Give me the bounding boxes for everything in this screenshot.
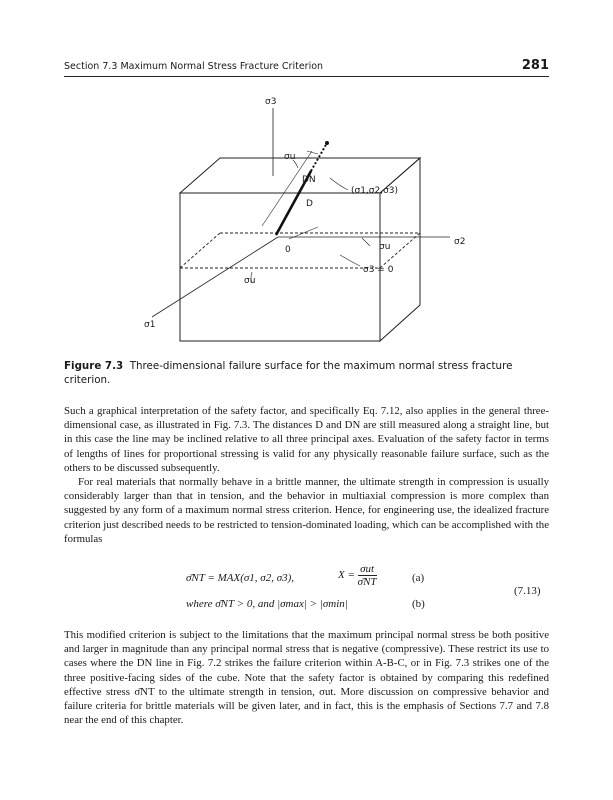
sigma3-label: σ3 (265, 97, 277, 107)
sigma2-label: σ2 (454, 237, 466, 247)
dn-dotted-extension (311, 143, 327, 171)
d-label: D (306, 199, 313, 209)
equation-b-text: where σ̄NT > 0, and |σmax| > |σmin| (186, 598, 348, 610)
equation-fraction (358, 563, 377, 588)
point-label: (σ1,σ2,σ3) (351, 186, 399, 196)
cube-front-face (180, 193, 380, 341)
paragraph-1: Such a graphical interpretation of the safety factor, and specifically Eq. 7.12, also applies in the general three-dimensional case, as illustrated in Fig. 7.3. The distances D and DN are still measured along a straight line, but in this case the line may be inclined relative to all three principal axes. Evaluation of the safety factor in terms of lengths of lines for proportional stressing is valid for any physically reasonable failure surface, such as the others to be discussed subsequently. (64, 405, 549, 474)
point-leader (330, 178, 348, 190)
body-text-bottom (64, 628, 549, 727)
equation-x-label: X = (338, 569, 355, 582)
equation-fraction-numerator: σut (358, 563, 377, 576)
sigma3-zero-label: σ3 = 0 (363, 265, 394, 275)
sigma-u-right-label: σu (379, 242, 391, 252)
equation-line-b (186, 598, 348, 610)
equation-tag-b: (b) (412, 598, 425, 610)
page-number: 281 (521, 58, 549, 73)
paragraph-3: This modified criterion is subject to the limitations that the maximum principal normal stress be both positive and larger in magnitude than any principal normal stress that is negative (compressive). These restrict its use to cases where the DN line in Fig. 7.2 strikes the failure criterion within A-B-C, or in Fig. 7.3 strikes one of the three positive-facing sides of the cube. Note that the safety factor is obtained by comparing this redefined effective stress σ̄NT to the ultimate strength in tension, σut. More discussion on compressive behavior and failure criteria for brittle materials will be given later, and in fact, this is the emphasis of Sections 7.7 and 7.8 near the end of this chapter. (64, 629, 549, 727)
section-title: Section 7.3 Maximum Normal Stress Fracture Criterion (64, 61, 324, 72)
stress-point-marker (325, 141, 329, 145)
dn-dimension-tick (307, 151, 318, 154)
equation-fraction-denominator: σ̄NT (357, 576, 377, 588)
equation-number: (7.13) (514, 585, 541, 597)
sigma-u-top-label: σu (284, 152, 296, 162)
equation-line-a (186, 572, 294, 584)
body-text-top (64, 404, 549, 546)
sigma-u-left-label: σu (244, 276, 256, 286)
equation-x-expression (338, 563, 377, 588)
sigma1-axis (152, 237, 278, 317)
midplane-left-edge (180, 233, 220, 268)
equation-a-left: σ̄NT = MAX(σ1, σ2, σ3), (186, 572, 295, 584)
sigma3-zero-leader (340, 255, 360, 266)
caption-label: Figure 7.3 (64, 360, 124, 372)
failure-surface-figure (0, 0, 613, 360)
sigma-u-right-leader (362, 238, 370, 246)
equation-tag-a: (a) (412, 572, 425, 584)
dn-label: DN (302, 175, 316, 185)
origin-label: 0 (285, 245, 291, 255)
paragraph-2: For real materials that normally behave in a brittle manner, the ultimate strength in compression is usually considerably larger than that in tension, and the behavior in multiaxial compression is more complex than suggested by any form of a maximum normal stress criterion. Hence, for engineering use, the idealized fracture criterion just described needs to be restricted to tension-dominated loading, which can be accomplished with the formulas (64, 476, 549, 545)
figure-caption (64, 359, 534, 387)
sigma1-label: σ1 (144, 320, 156, 330)
caption-text: Three-dimensional failure surface for the maximum normal stress fracture criterion. (64, 360, 513, 386)
